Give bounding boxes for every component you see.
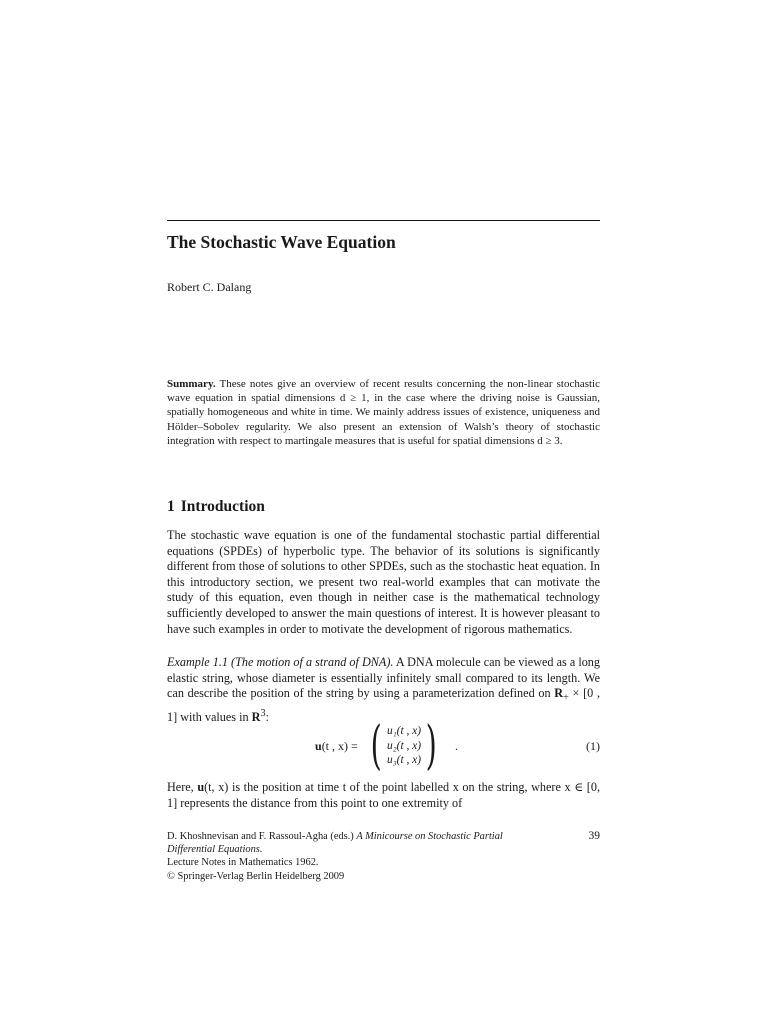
p3-rest: (t, x) is the position at time t of the point labelled x on the string, where x ∈ [0, 1] represents the distance from this point to one extremity of [167,780,600,810]
vector-component: u₂(t , x) [387,739,422,752]
equation-period: . [455,739,458,753]
domain-rest: × [0 , 1] with values in [167,686,600,725]
left-paren: ( [370,716,382,776]
p3-start: Here, [167,780,198,794]
summary-text: These notes give an overview of recent results concerning the non-linear stochastic wave equation in spatial dimensions d ≥ 1, in the case where the driving noise is Gaussian, spatially homogeneous and white in time. We mainly address issues of existence, uniqueness and Hölder–Sobolev regularity. We also present an extension of Walsh’s theory of stochastic integration with respect to martingale measures that is useful for spatial dimensions d ≥ 3. [167,378,600,447]
domain-subscript: + [563,692,569,704]
section-number: 1 [167,498,175,515]
display-equation [167,716,600,776]
right-paren: ) [425,716,437,776]
p3-vector-u: u [197,780,205,794]
footnote-book-title: A Minicourse on Stochastic Partial [356,831,503,842]
equation-vector [387,724,421,768]
range-symbol: R [251,710,261,725]
footnote-line [167,830,600,843]
continuation-paragraph [167,780,600,811]
footnote-book-title-cont: Differential Equations. [167,844,263,856]
page-number: 39 [588,830,600,842]
vector-component: u₃(t , x) [387,754,422,766]
example-label: Example 1.1 (The motion of a strand of DNA). [167,655,394,669]
equation-lhs [315,739,358,754]
example-end: : [265,710,269,725]
section-heading [167,498,265,516]
example-text: A DNA molecule can be viewed as a long elastic string, whose diameter is essentially infinitely small compared to its length. We can describe the position of the string by using a parameterization defined on [167,655,600,701]
paper-title: The Stochastic Wave Equation [167,232,396,252]
footnote-block [167,830,600,883]
footnote-editors: D. Khoshnevisan and F. Rassoul-Agha (eds.) [167,831,357,842]
footnote-copyright: © Springer-Verlag Berlin Heidelberg 2009 [167,870,345,882]
equation-vector-u: u [315,739,322,753]
intro-paragraph: The stochastic wave equation is one of the fundamental stochastic partial differential equations (SPDEs) of hyperbolic type. The behavior of its solutions is significantly different from those of solutions to other SPDEs, such as the stochastic heat equation. In this introductory section, we present two real-world examples that can motivate the study of this equation, even though in neither case is the mathematical technology sufficiently developed to answer the main questions of interest. It is however pleasant to have such examples in order to motivate the development of rigorous mathematics. [167,528,600,636]
equation-number: (1) [586,739,600,753]
equation-args: (t , x) = [321,739,358,753]
summary-block [167,377,600,448]
domain-symbol: R [554,686,564,701]
author-name: Robert C. Dalang [167,280,252,294]
example-paragraph [167,655,600,726]
title-rule [167,220,600,221]
section-title: Introduction [180,498,265,515]
summary-label: Summary. [167,378,216,390]
vector-component: u₁(t , x) [387,725,422,737]
range-superscript: 3 [260,708,266,720]
footnote-series: Lecture Notes in Mathematics 1962. [167,857,319,869]
